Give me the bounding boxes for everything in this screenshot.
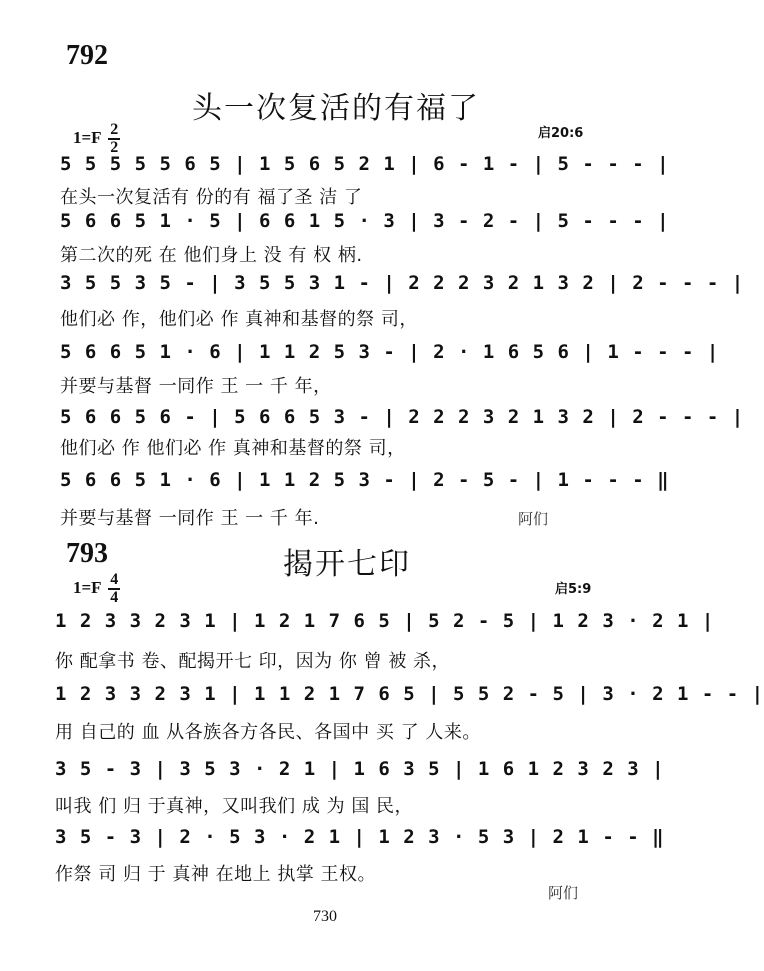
lyric-line: 你 配拿书 卷、配揭开七 印，因为 你 曾 被 杀， [55,651,451,672]
lyric-line: 并要与基督 一同作 王 一 千 年. [60,508,320,529]
amen-text: 阿们 [518,510,549,528]
notation-line: 1 2 3 3 2 3 1 | 1 2 1 7 6 5 | 5 2 - 5 | 1 2 3 · 2 1 | [55,610,715,632]
notation-line: 3 5 - 3 | 2 · 5 3 · 2 1 | 1 2 3 · 5 3 | 2 1 - - ‖ [55,826,665,848]
key-label: 1=F [73,127,101,147]
lyric-line: 作祭 司 归 于 真神 在地上 执掌 王权。 [55,864,377,885]
hymn-number: 793 [66,538,108,569]
key-signature [73,572,120,606]
time-bottom: 2 [110,139,119,156]
lyric-line: 他们必 作，他们必 作 真神和基督的祭 司， [60,309,418,330]
notation-line: 5 6 6 5 1 · 6 | 1 1 2 5 3 - | 2 · 1 6 5 6 | 1 - - - | [60,341,720,363]
lyric-line: 他们必 作 他们必 作 真神和基督的祭 司， [60,438,406,459]
notation-line: 5 5 5 5 5 6 5 | 1 5 6 5 2 1 | 6 - 1 - | 5 - - - | [60,153,670,175]
hymn-title: 揭开七印 [283,547,411,582]
time-bottom: 4 [110,589,119,606]
scripture-reference: 启5:9 [555,582,592,597]
key-label: 1=F [73,577,101,597]
lyric-line: 用 自己的 血 从各族各方各民、各国中 买 了 人来。 [55,722,481,743]
lyric-line: 第二次的死 在 他们身上 没 有 权 柄. [60,245,363,266]
hymn-title: 头一次复活的有福了 [192,91,480,126]
lyric-line: 叫我 们 归 于真神，又叫我们 成 为 国 民， [55,796,414,817]
time-top: 4 [110,571,119,588]
scripture-reference: 启20:6 [538,126,584,141]
key-signature [73,122,120,156]
page-number: 730 [313,908,337,925]
notation-line: 5 6 6 5 6 - | 5 6 6 5 3 - | 2 2 2 3 2 1 3 2 | 2 - - - | [60,406,745,428]
time-signature [108,122,120,156]
notation-line: 5 6 6 5 1 · 5 | 6 6 1 5 · 3 | 3 - 2 - | 5 - - - | [60,210,670,232]
time-signature [108,572,120,606]
lyric-line: 并要与基督 一同作 王 一 千 年， [60,376,332,397]
notation-line: 1 2 3 3 2 3 1 | 1 1 2 1 7 6 5 | 5 5 2 - 5 | 3 · 2 1 - - | [55,683,764,705]
time-top: 2 [110,121,119,138]
lyric-line: 在头一次复活有 份的有 福了圣 洁 了 [60,187,363,208]
notation-line: 3 5 5 3 5 - | 3 5 5 3 1 - | 2 2 2 3 2 1 3 2 | 2 - - - | [60,272,745,294]
hymn-number: 792 [66,40,108,71]
amen-text: 阿们 [548,884,579,902]
notation-line: 5 6 6 5 1 · 6 | 1 1 2 5 3 - | 2 - 5 - | 1 - - - ‖ [60,469,670,491]
notation-line: 3 5 - 3 | 3 5 3 · 2 1 | 1 6 3 5 | 1 6 1 2 3 2 3 | [55,758,665,780]
